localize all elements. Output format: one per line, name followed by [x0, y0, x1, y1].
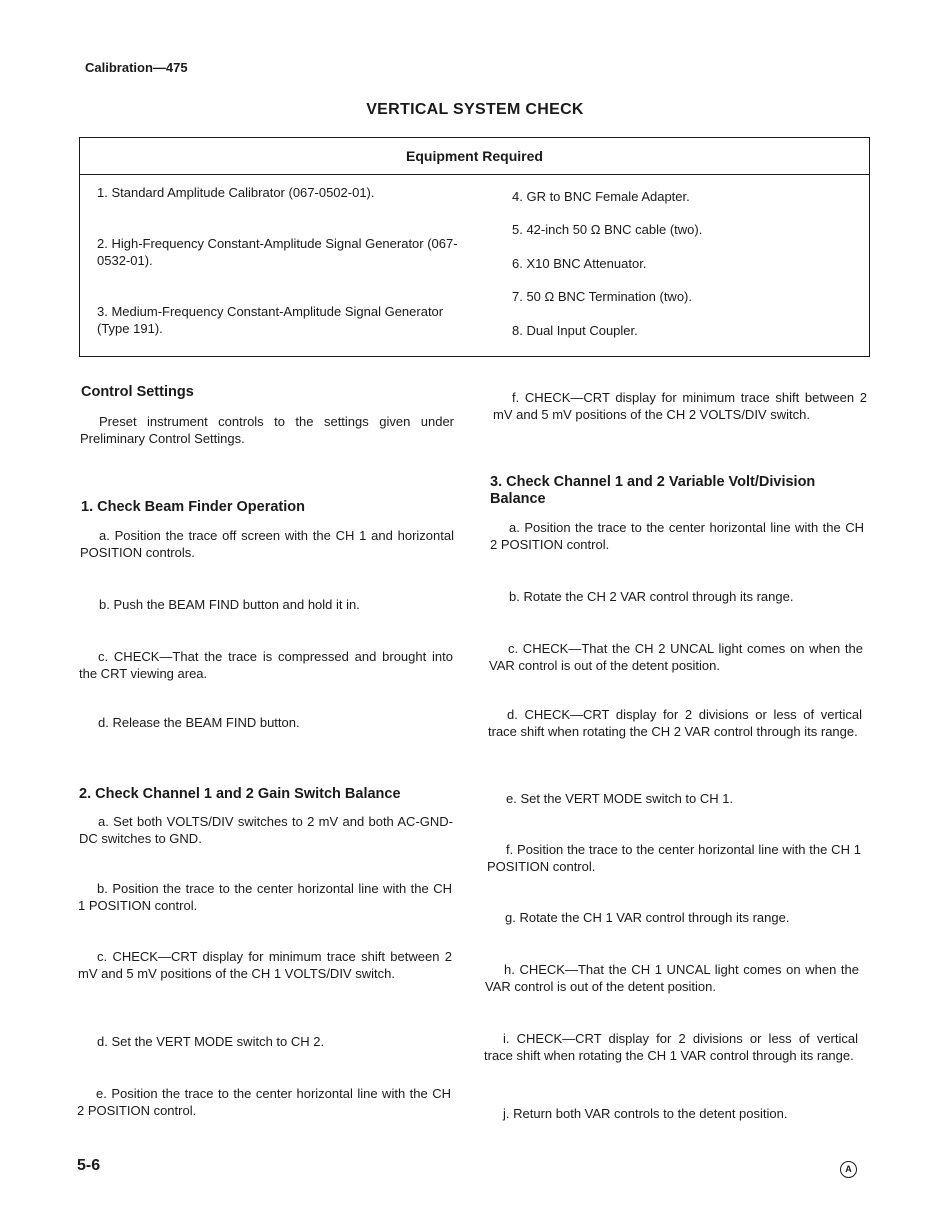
section3-step: g. Rotate the CH 1 VAR control through its range.	[505, 910, 790, 925]
page-title: VERTICAL SYSTEM CHECK	[366, 101, 584, 118]
section3-step: f. Position the trace to the center horizontal line with the CH 1 POSITION control.	[487, 842, 861, 874]
equipment-item: 4. GR to BNC Female Adapter.	[512, 189, 690, 204]
section3-step: j. Return both VAR controls to the detent position.	[503, 1106, 788, 1121]
section2-step: a. Set both VOLTS/DIV switches to 2 mV and both AC-GND-DC switches to GND.	[79, 814, 453, 846]
equipment-item: 6. X10 BNC Attenuator.	[512, 256, 647, 271]
equipment-item: 5. 42-inch 50 Ω BNC cable (two).	[512, 222, 703, 237]
section2-heading: 2. Check Channel 1 and 2 Gain Switch Balance	[79, 786, 401, 802]
section3-step: h. CHECK—That the CH 1 UNCAL light comes on when the VAR control is out of the detent position.	[485, 962, 859, 994]
equipment-item: 8. Dual Input Coupler.	[512, 323, 638, 338]
control-settings-heading: Control Settings	[81, 384, 194, 400]
section3-step: e. Set the VERT MODE switch to CH 1.	[506, 791, 734, 806]
running-header: Calibration—475	[85, 60, 188, 75]
equipment-item: 1. Standard Amplitude Calibrator (067-0502-01).	[97, 185, 375, 200]
section2-step: f. CHECK—CRT display for minimum trace shift between 2 mV and 5 mV positions of the CH 2 VOLTS/DIV switch.	[493, 390, 867, 422]
equipment-item: 3. Medium-Frequency Constant-Amplitude Signal Generator (Type 191).	[97, 304, 444, 336]
equipment-box	[79, 137, 870, 357]
section3-step: i. CHECK—CRT display for 2 divisions or less of vertical trace shift when rotating the CH 1 VAR control through its range.	[484, 1031, 858, 1063]
equipment-heading: Equipment Required	[80, 138, 869, 175]
section1-step: d. Release the BEAM FIND button.	[98, 715, 300, 730]
control-settings-text: Preset instrument controls to the settings given under Preliminary Control Settings.	[80, 414, 454, 446]
section1-heading: 1. Check Beam Finder Operation	[81, 499, 306, 515]
section2-step: c. CHECK—CRT display for minimum trace shift between 2 mV and 5 mV positions of the CH 1 VOLTS/DIV switch.	[78, 949, 452, 981]
section3-step: d. CHECK—CRT display for 2 divisions or less of vertical trace shift when rotating the CH 2 VAR control through its range.	[488, 707, 862, 739]
section3-heading: 3. Check Channel 1 and 2 Variable Volt/Division Balance	[490, 474, 816, 507]
section1-step: c. CHECK—That the trace is compressed and brought into the CRT viewing area.	[79, 649, 453, 681]
section2-step: e. Position the trace to the center horizontal line with the CH 2 POSITION control.	[77, 1086, 451, 1118]
revision-mark-icon: A	[840, 1161, 857, 1178]
section2-step: d. Set the VERT MODE switch to CH 2.	[97, 1034, 325, 1049]
section1-step: a. Position the trace off screen with the CH 1 and horizontal POSITION controls.	[80, 528, 454, 560]
section1-step: b. Push the BEAM FIND button and hold it in.	[99, 597, 360, 612]
equipment-item: 2. High-Frequency Constant-Amplitude Signal Generator (067-0532-01).	[97, 236, 458, 268]
section3-step: c. CHECK—That the CH 2 UNCAL light comes on when the VAR control is out of the detent position.	[489, 641, 863, 673]
equipment-item: 7. 50 Ω BNC Termination (two).	[512, 289, 692, 304]
section3-step: a. Position the trace to the center horizontal line with the CH 2 POSITION control.	[490, 520, 864, 552]
page-number: 5-6	[77, 1157, 101, 1174]
section2-step: b. Position the trace to the center horizontal line with the CH 1 POSITION control.	[78, 881, 452, 913]
section3-step: b. Rotate the CH 2 VAR control through its range.	[509, 589, 794, 604]
